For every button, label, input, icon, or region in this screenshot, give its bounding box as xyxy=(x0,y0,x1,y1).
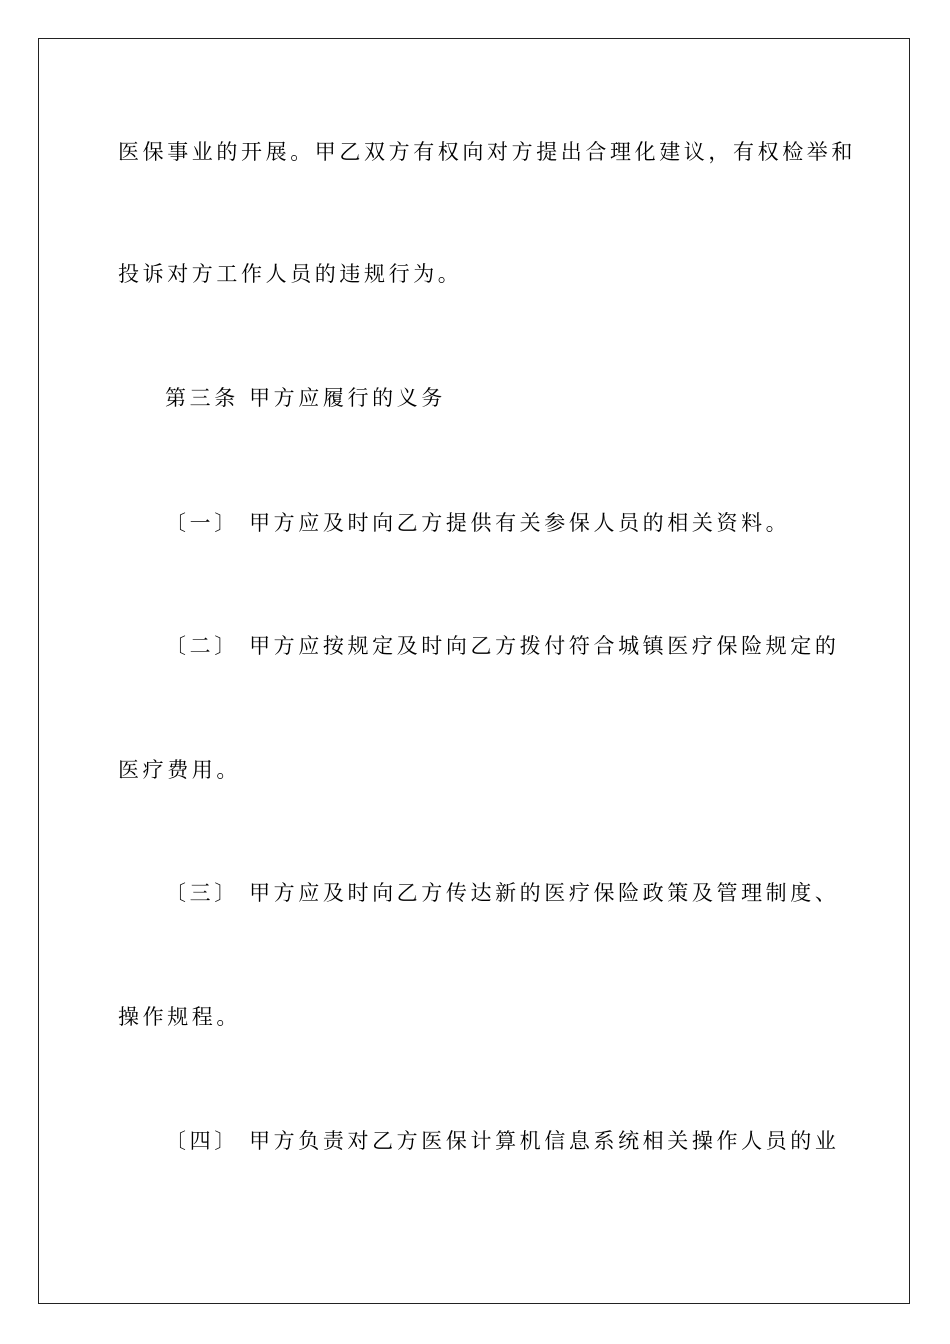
clause-three: 〔三〕 甲方应及时向乙方传达新的医疗保险政策及管理制度、 xyxy=(165,881,840,905)
clause-two: 〔二〕 甲方应按规定及时向乙方拨付符合城镇医疗保险规定的 xyxy=(165,634,840,658)
article-heading: 第三条 甲方应履行的义务 xyxy=(165,386,446,410)
clause-four: 〔四〕 甲方负责对乙方医保计算机信息系统相关操作人员的业 xyxy=(165,1129,840,1153)
clause-two-continued: 医疗费用。 xyxy=(118,758,241,782)
clause-three-continued: 操作规程。 xyxy=(118,1005,241,1029)
paragraph-line-2: 投诉对方工作人员的违规行为。 xyxy=(118,262,463,286)
page-frame xyxy=(38,38,910,1304)
clause-one: 〔一〕 甲方应及时向乙方提供有关参保人员的相关资料。 xyxy=(165,511,791,535)
paragraph-line-1: 医保事业的开展。甲乙双方有权向对方提出合理化建议，有权检举和 xyxy=(118,140,856,164)
